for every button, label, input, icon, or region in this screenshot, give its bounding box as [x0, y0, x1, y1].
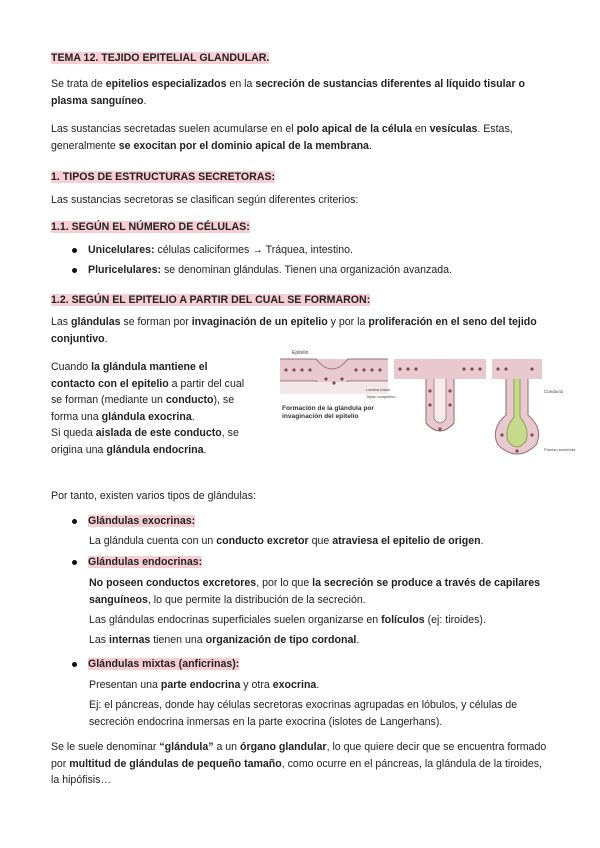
section-1-heading: 1. TIPOS DE ESTRUCTURAS SECRETORAS: — [51, 171, 276, 183]
label-tejido-conjuntivo: Tejido conjuntivo — [366, 394, 396, 399]
section-1-text: Las sustancias secretoras se clasifican según diferentes criterios: — [51, 194, 359, 206]
endocrine-description-1: No poseen conductos excretores, por lo que la secreción se produce a través de capilares sanguíneos, lo que permite la distribución de la secreción. — [89, 577, 541, 606]
section-1-2-heading: 1.2. SEGÚN EL EPITELIO A PARTIR DEL CUAL SE FORMARON: — [51, 294, 371, 306]
bullet-icon — [72, 519, 77, 524]
bullet-icon — [72, 560, 77, 565]
label-epitelio: Epitelio — [292, 350, 309, 356]
exocrine-heading: Glándulas exocrinas: — [88, 515, 196, 527]
figure-panel-exocrine-gland — [492, 359, 542, 454]
gland-formation-figure — [276, 345, 580, 463]
gland-types-intro: Por tanto, existen varios tipos de glándulas: — [51, 490, 256, 502]
mixed-heading: Glándulas mixtas (anficrinas): — [88, 658, 240, 670]
page-title: TEMA 12. TEJIDO EPITELIAL GLANDULAR. — [51, 52, 270, 64]
bullet-unicelulares: Unicelulares: células caliciformes → Tráquea, intestino. — [88, 244, 353, 256]
mixed-description-1: Presentan una parte endocrina y otra exocrina. — [89, 679, 320, 691]
figure-panel-proliferation — [394, 359, 486, 431]
intro-paragraph-2: Las sustancias secretadas suelen acumularse en el polo apical de la célula en vesículas. Estas, generalmente se exocitan por el dominio apical de la membrana. — [51, 123, 513, 152]
bullet-pluricelulares: Pluricelulares: se denominan glándulas. Tienen una organización avanzada. — [88, 264, 452, 276]
endocrine-heading: Glándulas endocrinas: — [88, 556, 203, 568]
bullet-icon — [72, 268, 77, 273]
exocrine-description: La glándula cuenta con un conducto excretor que atraviesa el epitelio de origen. — [89, 535, 484, 547]
figure-caption: Formación de la glándula por invaginación del epitelio — [282, 405, 374, 420]
closing-paragraph: Se le suele denominar “glándula” a un órgano glandular, lo que quiere decir que se encuentra formado por multitud de glándulas de pequeño tamaño, como ocurre en el páncreas, la glándula de la tiroides, la hipófisis… — [51, 741, 547, 786]
endocrine-description-3: Las internas tienen una organización de tipo cordonal. — [89, 634, 360, 646]
label-porcion-secretora: Porción secretora — [544, 447, 576, 452]
label-conducto: Conducto — [544, 389, 564, 394]
bullet-icon — [72, 662, 77, 667]
intro-paragraph-1: Se trata de epitelios especializados en la secreción de sustancias diferentes al líquido tisular o plasma sanguíneo. — [51, 78, 525, 107]
section-1-2-paragraph: Las glándulas se forman por invaginación de un epitelio y por la proliferación en el seno del tejido conjuntivo. — [51, 316, 537, 345]
endocrine-description-2: Las glándulas endocrinas superficiales suelen organizarse en folículos (ej: tiroides). — [89, 614, 486, 626]
exocrine-formation-paragraph: Cuando la glándula mantiene el contacto con el epitelio a partir del cual se forman (mediante un conducto), se forma una glándula exocrina. Si queda aislada de este conducto, se origina una glándula endocrina. — [51, 361, 245, 456]
mixed-description-2: Ej: el páncreas, donde hay células secretoras exocrinas agrupadas en lóbulos, y células de secreción endocrina inmersas en la parte exocrina (islotes de Langerhans). — [89, 699, 518, 728]
label-lamina-basal: Lamina basal — [366, 387, 390, 392]
section-1-1-heading: 1.1. SEGÚN EL NÚMERO DE CÉLULAS: — [51, 221, 250, 233]
bullet-icon — [72, 248, 77, 253]
